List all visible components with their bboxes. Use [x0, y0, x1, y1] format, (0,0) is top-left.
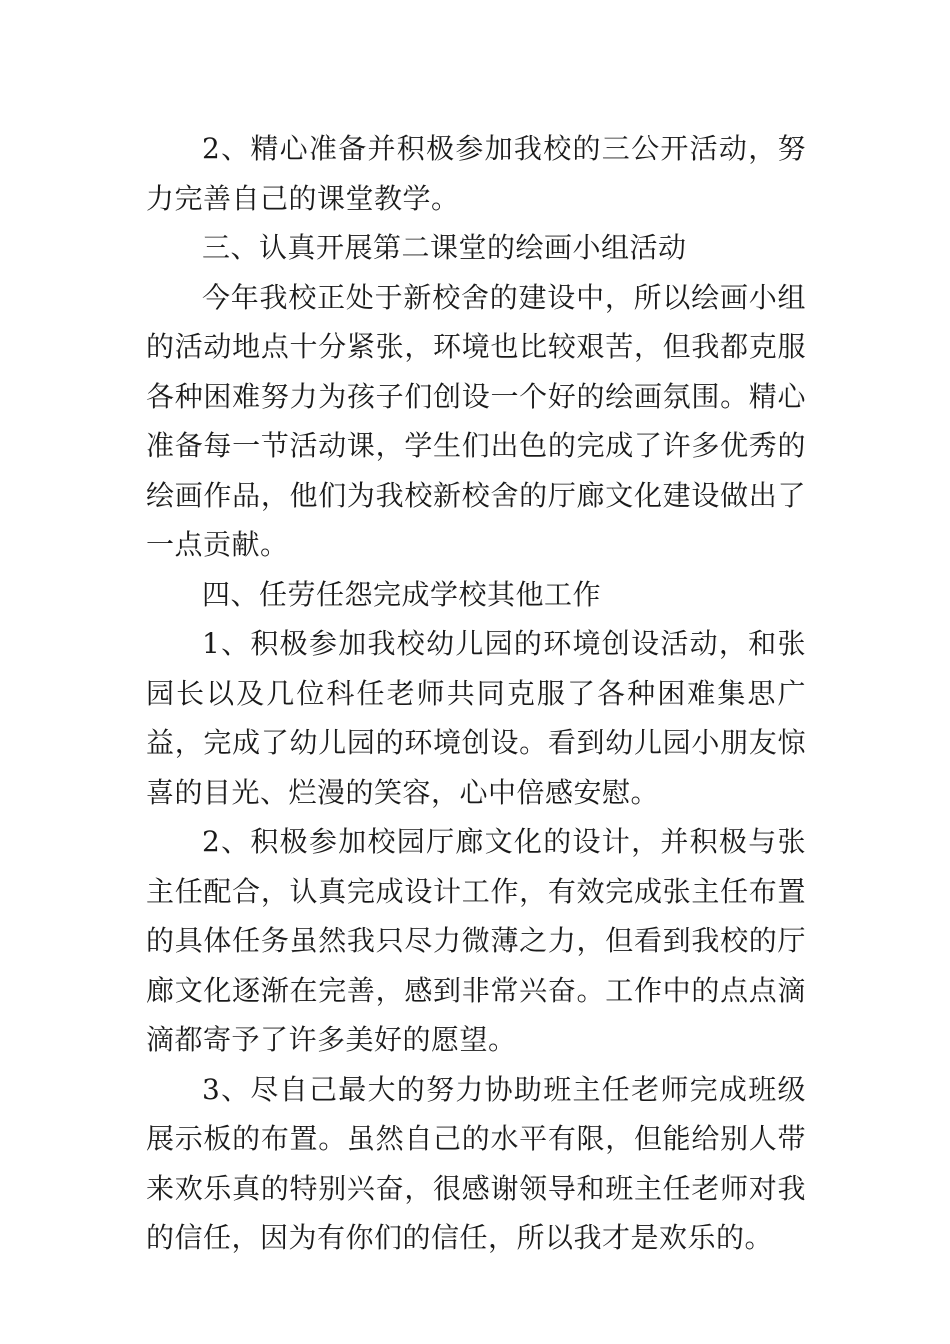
paragraph-teaching-item-2: 2、精心准备并积极参加我校的三公开活动，努力完善自己的课堂教学。 — [146, 132, 806, 215]
paragraph-art-group: 今年我校正处于新校舍的建设中，所以绘画小组的活动地点十分紧张，环境也比较艰苦，但我都克服各种困难努力为孩子们创设一个好的绘画氛围。精心准备每一节活动课，学生们出色的完成了许多优秀的绘画作品，他们为我校新校舍的厅廊文化建设做出了一点贡献。 — [146, 280, 806, 561]
paragraph-corridor-culture: 2、积极参加校园厅廊文化的设计，并积极与张主任配合，认真完成设计工作，有效完成张主任布置的具体任务虽然我只尽力微薄之力，但看到我校的厅廊文化逐渐在完善，感到非常兴奋。工作中的点点滴滴都寄予了许多美好的愿望。 — [146, 825, 806, 1056]
paragraph-class-board: 3、尽自己最大的努力协助班主任老师完成班级展示板的布置。虽然自己的水平有限，但能给别人带来欢乐真的特别兴奋，很感谢领导和班主任老师对我的信任，因为有你们的信任，所以我才是欢乐的。 — [146, 1072, 806, 1254]
document-body — [146, 124, 806, 1263]
paragraph-kindergarten: 1、积极参加我校幼儿园的环境创设活动，和张园长以及几位科任老师共同克服了各种困难集思广益，完成了幼儿园的环境创设。看到幼儿园小朋友惊喜的目光、烂漫的笑容，心中倍感安慰。 — [146, 627, 806, 809]
section-heading-3: 三、认真开展第二课堂的绘画小组活动 — [202, 231, 687, 264]
section-heading-4: 四、任劳任怨完成学校其他工作 — [202, 577, 602, 611]
